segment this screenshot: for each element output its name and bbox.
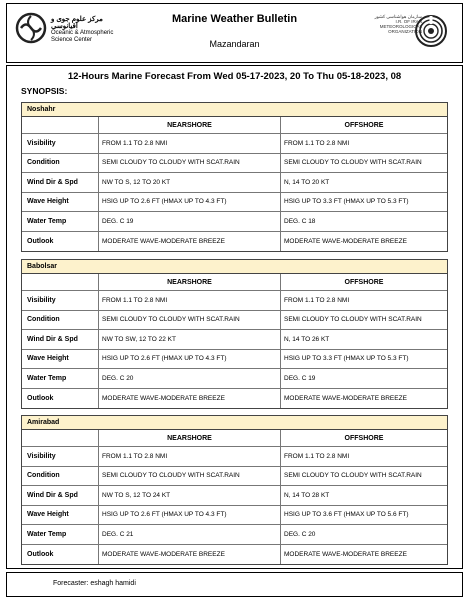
offshore-value: FROM 1.1 TO 2.8 NMI [284, 296, 350, 304]
left-logo-text-en2: Science Center [51, 37, 93, 43]
nearshore-value: MODERATE WAVE-MODERATE BREEZE [99, 545, 281, 565]
offshore-value: SEMI CLOUDY TO CLOUDY WITH SCAT.RAIN [284, 316, 422, 324]
meteorological-organization-logo-icon [414, 14, 448, 48]
nearshore-header: NEARSHORE [99, 430, 281, 446]
table-row [22, 350, 447, 370]
row-label: Outlook [22, 389, 99, 409]
table-header-row [22, 430, 447, 447]
offshore-value: N, 14 TO 26 KT [284, 335, 330, 343]
table-row [22, 134, 447, 154]
row-label: Water Temp [22, 525, 99, 544]
table-row [22, 506, 447, 526]
right-logo-text-en: I.R. OF IRAN METEOROLOGICAL ORGANIZATION [379, 19, 422, 34]
offshore-value: HSIG UP TO 3.3 FT (HMAX UP TO 5.3 FT) [284, 355, 409, 363]
station-table-amirabad [21, 415, 448, 565]
table-row [22, 486, 447, 506]
forecast-panel [6, 65, 463, 569]
forecast-title: 12-Hours Marine Forecast From Wed 05-17-2023, 20 To Thu 05-18-2023, 08 [67, 71, 402, 82]
bulletin-region: Mazandaran [209, 39, 260, 49]
row-label: Visibility [22, 291, 99, 310]
table-row [22, 525, 447, 545]
offshore-value: FROM 1.1 TO 2.8 NMI [284, 139, 350, 147]
nearshore-value: NW TO SW, 12 TO 22 KT [99, 330, 281, 349]
nearshore-value: HSIG UP TO 2.6 FT (HMAX UP TO 4.3 FT) [99, 506, 281, 525]
table-row [22, 330, 447, 350]
table-row [22, 291, 447, 311]
bulletin-footer [6, 572, 463, 597]
row-label: Condition [22, 467, 99, 486]
row-label: Wind Dir & Spd [22, 486, 99, 505]
table-row [22, 467, 447, 487]
nearshore-value: NW TO S, 12 TO 20 KT [99, 173, 281, 192]
synopsis-label: SYNOPSIS: [21, 86, 68, 96]
nearshore-value: SEMI CLOUDY TO CLOUDY WITH SCAT.RAIN [99, 467, 281, 486]
table-row [22, 311, 447, 331]
row-label: Wave Height [22, 193, 99, 212]
offshore-value: SEMI CLOUDY TO CLOUDY WITH SCAT.RAIN [284, 159, 422, 167]
offshore-value: MODERATE WAVE-MODERATE BREEZE [284, 237, 407, 245]
row-label: Water Temp [22, 212, 99, 231]
table-header-row [22, 274, 447, 291]
row-label: Wind Dir & Spd [22, 330, 99, 349]
table-row [22, 369, 447, 389]
left-logo-text-fa: مرکز علوم جوی و اقیانوسی [51, 16, 103, 30]
nearshore-value: DEG. C 19 [99, 212, 281, 231]
table-row [22, 389, 447, 409]
bulletin-header [6, 3, 463, 63]
offshore-header: OFFSHORE [344, 434, 384, 442]
row-label: Condition [22, 311, 99, 330]
row-label: Condition [22, 154, 99, 173]
offshore-value: MODERATE WAVE-MODERATE BREEZE [284, 550, 407, 558]
table-row [22, 173, 447, 193]
right-logo-text-fa: سازمان هواشناسی کشور [374, 14, 422, 19]
nearshore-value: HSIG UP TO 2.6 FT (HMAX UP TO 4.3 FT) [99, 193, 281, 212]
row-label: Outlook [22, 232, 99, 252]
table-row [22, 154, 447, 174]
nearshore-value: MODERATE WAVE-MODERATE BREEZE [99, 389, 281, 409]
nearshore-header: NEARSHORE [99, 117, 281, 133]
nearshore-value: FROM 1.1 TO 2.8 NMI [99, 134, 281, 153]
nearshore-value: FROM 1.1 TO 2.8 NMI [99, 447, 281, 466]
offshore-value: HSIG UP TO 3.3 FT (HMAX UP TO 5.3 FT) [284, 198, 409, 206]
nearshore-value: MODERATE WAVE-MODERATE BREEZE [99, 232, 281, 252]
offshore-value: SEMI CLOUDY TO CLOUDY WITH SCAT.RAIN [284, 472, 422, 480]
nearshore-value: SEMI CLOUDY TO CLOUDY WITH SCAT.RAIN [99, 154, 281, 173]
station-name: Babolsar [22, 260, 447, 274]
table-row [22, 232, 447, 252]
offshore-value: DEG. C 18 [284, 217, 316, 225]
offshore-value: N, 14 TO 28 KT [284, 491, 330, 499]
nearshore-value: DEG. C 20 [99, 369, 281, 388]
offshore-value: DEG. C 19 [284, 374, 316, 382]
table-row [22, 212, 447, 232]
offshore-value: FROM 1.1 TO 2.8 NMI [284, 452, 350, 460]
station-table-noshahr [21, 102, 448, 252]
nearshore-value: FROM 1.1 TO 2.8 NMI [99, 291, 281, 310]
offshore-header: OFFSHORE [344, 121, 384, 129]
table-row [22, 545, 447, 565]
table-row [22, 447, 447, 467]
nearshore-value: HSIG UP TO 2.6 FT (HMAX UP TO 4.3 FT) [99, 350, 281, 369]
row-label: Wind Dir & Spd [22, 173, 99, 192]
forecaster-name: Forecaster: eshagh hamidi [53, 580, 136, 587]
row-label: Water Temp [22, 369, 99, 388]
offshore-value: MODERATE WAVE-MODERATE BREEZE [284, 394, 407, 402]
offshore-value: HSIG UP TO 3.6 FT (HMAX UP TO 5.6 FT) [284, 511, 409, 519]
station-table-babolsar [21, 259, 448, 409]
offshore-value: DEG. C 20 [284, 530, 316, 538]
bulletin-title: Marine Weather Bulletin [171, 13, 298, 25]
nearshore-value: NW TO S, 12 TO 24 KT [99, 486, 281, 505]
left-logo-text-en1: Oceanic & Atmospheric [51, 30, 114, 36]
station-name: Noshahr [22, 103, 447, 117]
row-label: Visibility [22, 134, 99, 153]
offshore-header: OFFSHORE [344, 278, 384, 286]
nearshore-value: DEG. C 21 [99, 525, 281, 544]
row-label: Outlook [22, 545, 99, 565]
table-row [22, 193, 447, 213]
row-label: Wave Height [22, 350, 99, 369]
row-label: Wave Height [22, 506, 99, 525]
row-label: Visibility [22, 447, 99, 466]
nearshore-value: SEMI CLOUDY TO CLOUDY WITH SCAT.RAIN [99, 311, 281, 330]
offshore-value: N, 14 TO 20 KT [284, 178, 330, 186]
nearshore-header: NEARSHORE [99, 274, 281, 290]
table-header-row [22, 117, 447, 134]
station-name: Amirabad [22, 416, 447, 430]
